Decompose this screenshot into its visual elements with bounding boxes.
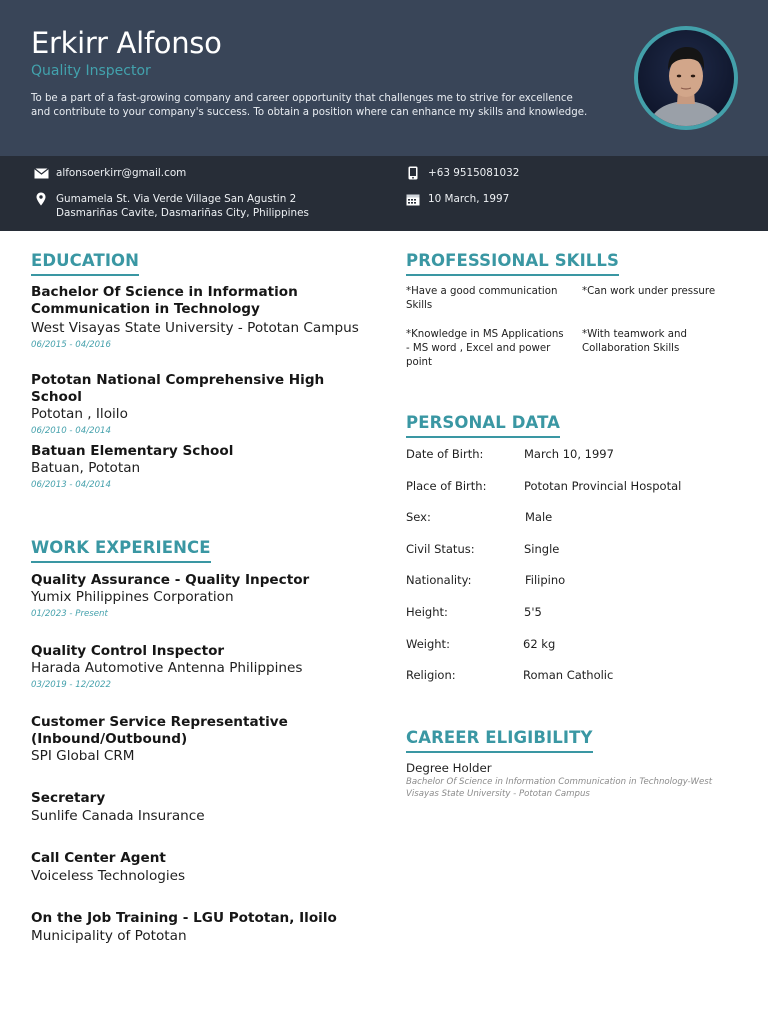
job-company: Sunlife Canada Insurance — [31, 808, 205, 824]
job-dates: 01/2023 - Present — [31, 609, 108, 619]
education-degree: Batuan Elementary School — [31, 443, 234, 459]
personal-value: Filipino — [525, 573, 566, 587]
work-item — [31, 714, 331, 765]
career-eligibility-heading: CAREER ELIGIBILITY — [406, 728, 593, 753]
location-pin-icon — [33, 192, 49, 206]
phone-text: +63 9515081032 — [428, 167, 520, 179]
work-item — [31, 910, 376, 945]
personal-label: Height: — [406, 605, 448, 619]
personal-label: Religion: — [406, 668, 456, 682]
eligibility-description: Bachelor Of Science in Information Communication in Technology-West Visayas State University - Pototan Campus — [406, 777, 713, 799]
personal-label: Weight: — [406, 637, 450, 651]
candidate-name: Erkirr Alfonso — [31, 26, 222, 60]
education-degree: Pototan National Comprehensive High School — [31, 372, 325, 405]
address-line-2: Dasmariñas Cavite, Dasmariñas City, Philippines — [56, 207, 309, 219]
education-item — [31, 284, 376, 352]
career-summary: To be a part of a fast-growing company and career opportunity that challenges me to strive for excellence and contribute to your company's success. To obtain a position where can enhance my skills and knowledge. — [31, 93, 588, 118]
contact-birthdate — [405, 192, 509, 206]
education-degree: Bachelor Of Science in Information Communication in Technology — [31, 284, 298, 317]
birthdate-text: 10 March, 1997 — [428, 193, 510, 205]
envelope-icon — [33, 166, 49, 180]
work-item — [31, 790, 376, 825]
work-item — [31, 572, 376, 621]
job-company: Harada Automotive Antenna Philippines — [31, 660, 303, 676]
education-item — [31, 372, 376, 438]
job-title: Call Center Agent — [31, 850, 166, 866]
job-title: Secretary — [31, 790, 106, 806]
contact-address — [33, 192, 309, 220]
education-dates: 06/2015 - 04/2016 — [31, 340, 111, 350]
personal-label: Date of Birth: — [406, 447, 484, 461]
professional-skills-heading: PROFESSIONAL SKILLS — [406, 251, 619, 276]
work-item — [31, 643, 376, 692]
work-experience-heading: WORK EXPERIENCE — [31, 538, 211, 563]
job-title: Quality Control Inspector — [31, 643, 225, 659]
phone-icon — [405, 166, 421, 180]
education-item — [31, 443, 376, 492]
personal-label: Sex: — [406, 510, 431, 524]
candidate-role: Quality Inspector — [31, 63, 151, 79]
job-dates: 03/2019 - 12/2022 — [31, 680, 111, 690]
job-title: On the Job Training - LGU Pototan, Iloilo — [31, 910, 337, 926]
job-title: Quality Assurance - Quality Inpector — [31, 572, 310, 588]
education-dates: 06/2013 - 04/2014 — [31, 480, 111, 490]
email-text: alfonsoerkirr@gmail.com — [56, 167, 187, 179]
personal-value: 62 kg — [523, 637, 556, 651]
skill-item: *With teamwork and Collaboration Skills — [582, 329, 687, 354]
work-item — [31, 850, 376, 885]
personal-value: Single — [524, 542, 560, 556]
personal-data-heading: PERSONAL DATA — [406, 413, 560, 438]
personal-value: Male — [525, 510, 553, 524]
personal-value: March 10, 1997 — [524, 447, 614, 461]
personal-label: Place of Birth: — [406, 479, 487, 493]
skill-item: *Can work under pressure — [582, 286, 716, 297]
education-school: Pototan , Iloilo — [31, 406, 128, 422]
job-company: Yumix Philippines Corporation — [31, 589, 234, 605]
job-title: Customer Service Representative (Inbound/Outbound) — [31, 714, 288, 747]
resume-header — [0, 0, 768, 156]
contact-email[interactable] — [33, 166, 186, 180]
personal-label: Nationality: — [406, 573, 472, 587]
personal-label: Civil Status: — [406, 542, 475, 556]
job-company: SPI Global CRM — [31, 748, 135, 764]
eligibility-title: Degree Holder — [406, 761, 492, 775]
job-company: Voiceless Technologies — [31, 868, 186, 884]
education-heading: EDUCATION — [31, 251, 139, 276]
education-dates: 06/2010 - 04/2014 — [31, 426, 111, 436]
job-company: Municipality of Pototan — [31, 928, 187, 944]
education-school: West Visayas State University - Pototan Campus — [31, 320, 359, 336]
personal-value: 5'5 — [524, 605, 542, 619]
contact-bar — [0, 156, 768, 231]
personal-value: Pototan Provincial Hospotal — [524, 479, 682, 493]
skill-item: *Have a good communication Skills — [406, 286, 558, 311]
personal-value: Roman Catholic — [523, 668, 614, 682]
address-line-1: Gumamela St. Via Verde Village San Agustin 2 — [56, 193, 297, 205]
profile-photo — [638, 30, 734, 126]
contact-phone[interactable] — [405, 166, 519, 180]
calendar-icon — [405, 192, 421, 206]
profile-photo-frame — [634, 26, 738, 130]
skill-item: *Knowledge in MS Applications - MS word , Excel and power point — [406, 329, 564, 368]
education-school: Batuan, Pototan — [31, 460, 141, 476]
